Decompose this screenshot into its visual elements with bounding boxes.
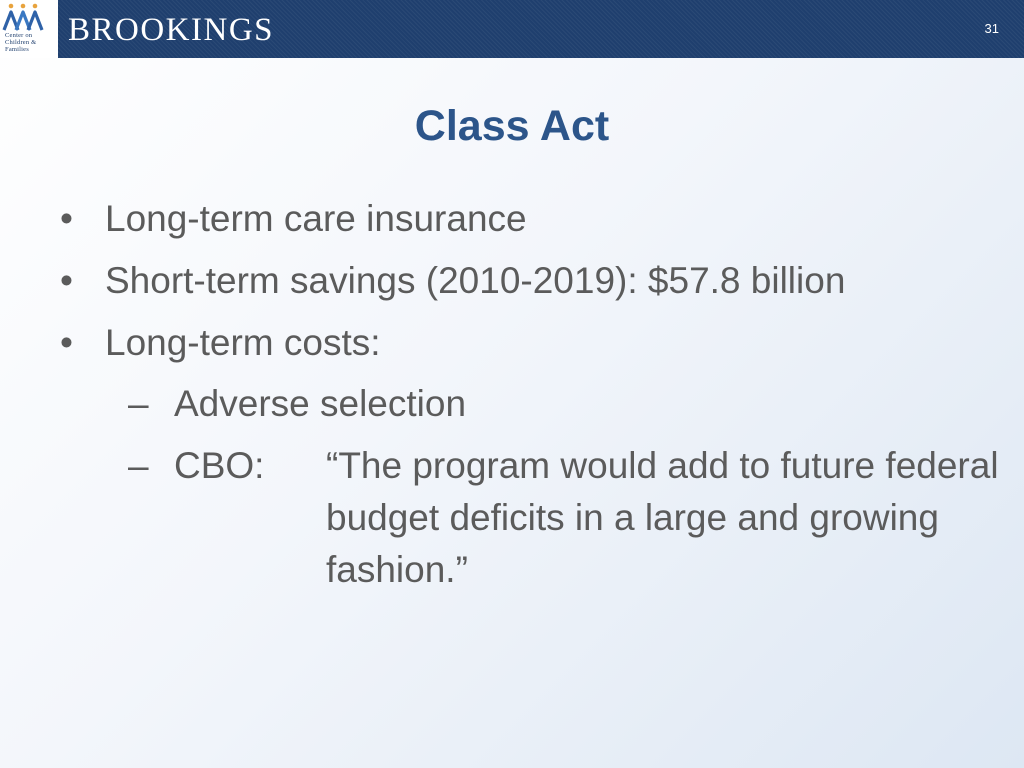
header-banner [0, 0, 1024, 58]
logo-line-3: Families [5, 45, 29, 53]
sub-bullet-dash: – [128, 383, 149, 424]
brookings-wordmark: BROOKINGS [68, 12, 275, 48]
cbo-quote: “The program would add to future federal budget deficits in a large and growing fashion.” [326, 445, 999, 590]
bullet-dot: • [60, 198, 73, 239]
bullet-text: Long-term care insurance [105, 198, 527, 239]
logo-text [5, 33, 57, 53]
family-figures-icon [2, 2, 56, 32]
sub-bullet-dash: – [128, 445, 149, 486]
cbo-label: CBO: [174, 445, 265, 486]
sub-bullet-text: Adverse selection [174, 383, 467, 424]
bullet-dot: • [60, 260, 73, 301]
center-on-children-and-families-logo [0, 0, 58, 58]
page-number: 31 [984, 21, 999, 36]
bullet-text: Short-term savings (2010-2019): $57.8 billion [105, 260, 846, 301]
bullet-dot: • [60, 322, 73, 363]
logo-line-2: Children & [5, 38, 37, 46]
logo-line-1: Center on [5, 32, 33, 39]
bullet-text: Long-term costs: [105, 322, 381, 363]
slide-title: Class Act [414, 102, 610, 150]
